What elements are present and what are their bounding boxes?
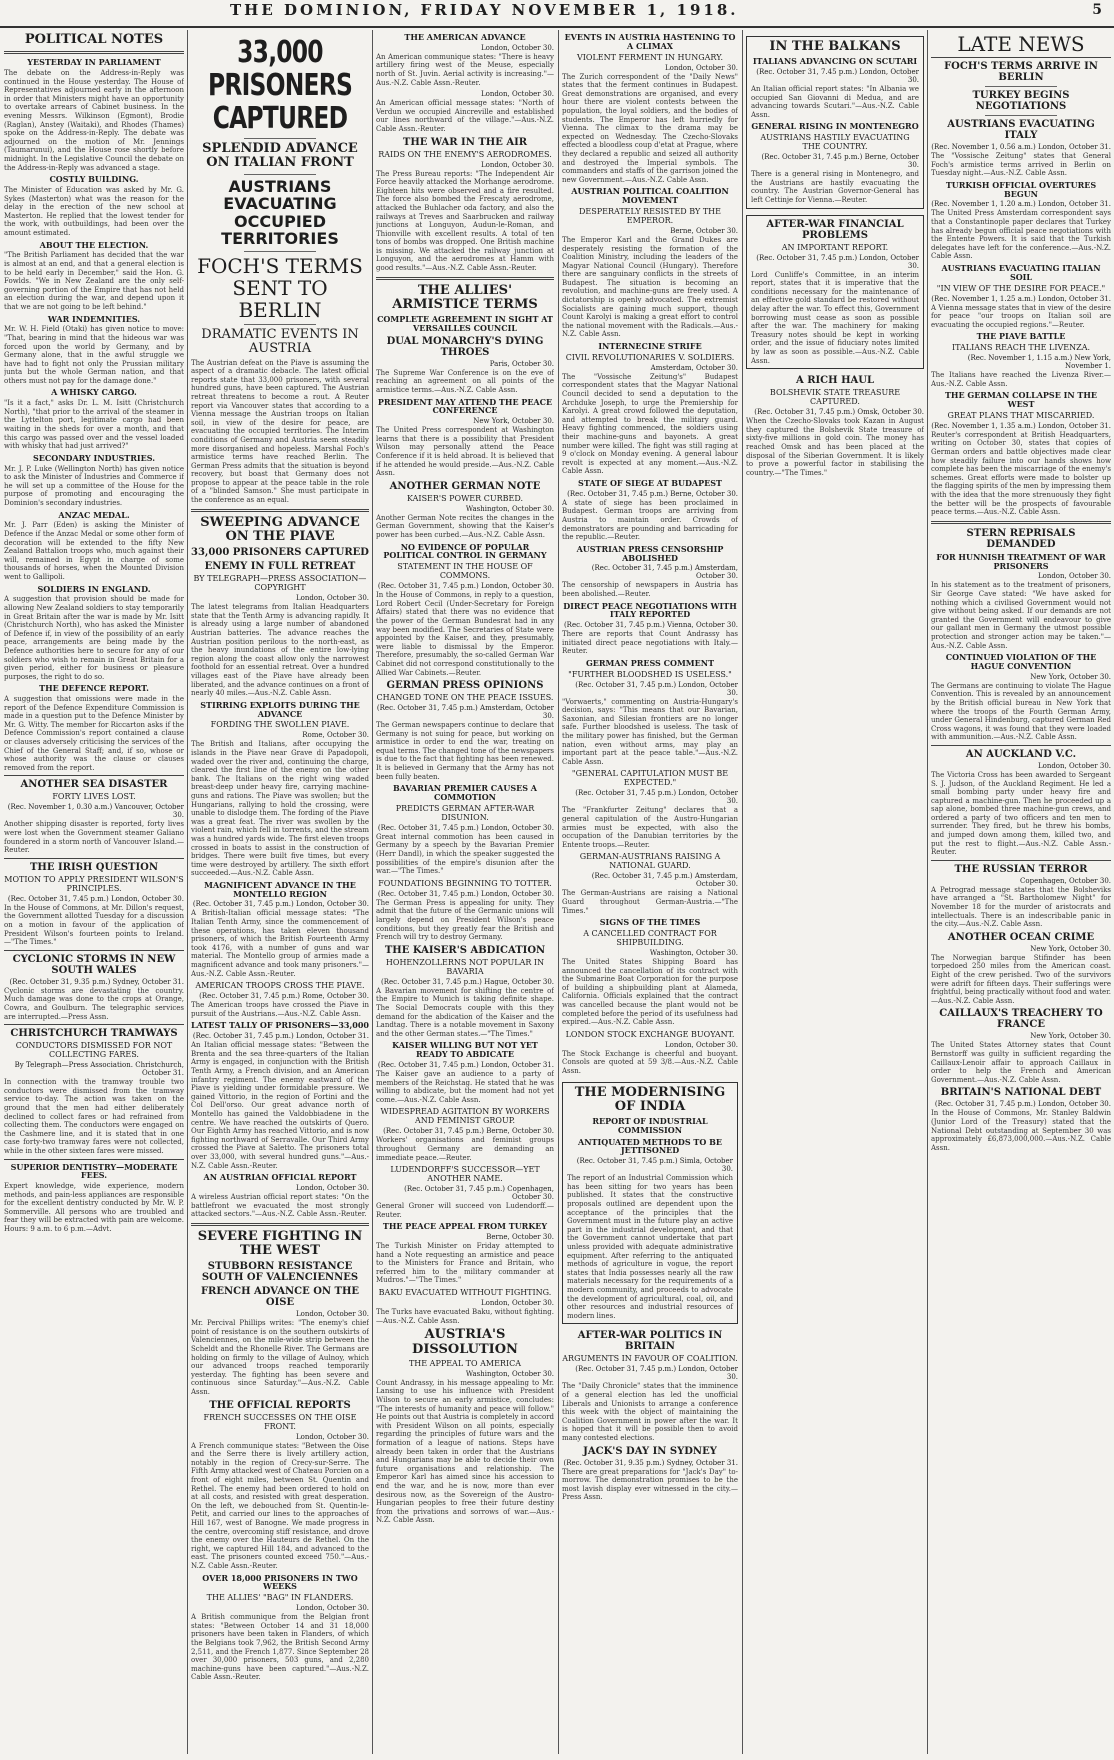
dateline: (Rec. October 31, 9.35 p.m.) Sydney, October 31.	[563, 1458, 738, 1467]
subheading: RAIDS ON THE ENEMY'S AERODROMES.	[378, 149, 552, 159]
subheading: AUSTRIANS HASTILY EVACUATING THE COUNTRY.	[760, 133, 910, 152]
subheading: FORTY LIVES LOST.	[52, 792, 136, 802]
article-headline: AUSTRIA'S DISSOLUTION	[412, 1327, 518, 1357]
divider	[4, 858, 184, 859]
subheading: LONDON STOCK EXCHANGE BUOYANT.	[565, 1029, 735, 1039]
deck-headline: AUSTRIANS EVACUATING OCCUPIED TERRITORIES	[221, 176, 339, 249]
article-text: The "Frankfurter Zeitung" declares that a general capitulation of the Austro-Hungarian armies must be expected, with also the occupation of the Danubian territories by the Entente troops.—Reuter.	[562, 806, 738, 849]
article-headline: SWEEPING ADVANCE ON THE PIAVE	[200, 514, 360, 544]
finance-box	[746, 215, 924, 370]
subheading: DIRECT PEACE NEGOTIATIONS WITH ITALY REPORTED	[563, 600, 737, 620]
subheading: FOUNDATIONS BEGINNING TO TOTTER.	[378, 878, 552, 888]
subheading: INTERNECINE STRIFE	[598, 341, 702, 352]
article-headline: THE MODERNISING OF INDIA	[574, 1084, 726, 1114]
subheading: LATEST TALLY OF PRISONERS—33,000	[191, 1020, 369, 1031]
article-headline: IN THE BALKANS	[769, 39, 901, 54]
divider	[244, 324, 315, 325]
dateline: New York, October 30.	[473, 417, 554, 426]
divider	[985, 86, 1057, 87]
dateline: (Rec. October 31, 7.45 p.m.) Omsk, October 30.	[754, 408, 924, 417]
subheading: GERMAN-AUSTRIANS RAISING A NATIONAL GUARD.	[579, 852, 721, 871]
dateline: (Rec. October 31, 7.45 p.m.) London, October 31.	[192, 1032, 369, 1041]
divider	[4, 1024, 184, 1025]
dateline: (Rec. October 31, 7.45 p.m.) Amsterdam, October 30.	[591, 872, 738, 889]
subheading: ENEMY IN FULL RETREAT	[204, 561, 356, 573]
dateline: (Rec. October 31, 7.45 p.m.) London, October 30.	[756, 68, 919, 85]
article-text: There are reports that Count Andrassy has initiated direct peace negotiations with Italy.—Reuter.	[562, 630, 738, 656]
column-late-news	[931, 30, 1111, 1754]
dateline: New York, October 30.	[1030, 672, 1111, 681]
article-text: The debate on the Address-in-Reply was continued in the House yesterday. The House of Representatives adjourned early in the afternoon in order that Ministers might have an opportunity to overtake arrears of Cabinet business. In the evening Messrs. Wilkinson (Egmont), Brodie (Raglan), Anstey (Waitaki), and Rhodes (Thames) spoke on the Address-in-Reply. The debate was adjourned on the motion of Mr. Jennings (Taumarunui), and the House rose shortly before midnight. In the Legislative Council the debate on the Address-in-Reply was advanced a stage.	[4, 69, 184, 172]
article-headline: BRITAIN'S NATIONAL DEBT	[940, 1087, 1102, 1099]
divider	[191, 1223, 369, 1226]
article-headline: ANOTHER GERMAN NOTE	[389, 480, 541, 492]
article-text: Great internal commotion has been caused in Germany by a speech by the Bavarian Premier (Herr Dandl), in which the speaker suggested the possibilities of the empire's disunion after the war.—"The Times."	[376, 832, 554, 876]
divider	[4, 950, 184, 951]
subheading: AN IMPORTANT REPORT.	[781, 242, 889, 252]
dateline: (Rec. October 31, 7.45 p.m.) Vienna, October 30.	[563, 621, 738, 630]
subheading: THE OFFICIAL REPORTS	[209, 1399, 351, 1411]
divider	[244, 138, 315, 139]
article-text: When the Czecho-Slovaks took Kazan in August they captured the Bolshevik State treasure of sixty-five millions in gold coin. The money has reached Omsk and has been placed at the disposal of the Siberian Government. It is likely to prove a powerful factor in stabilising the country.—"The Times."	[746, 417, 924, 477]
subheading: AUSTRIAN PRESS CENSORSHIP ABOLISHED	[576, 543, 724, 563]
article-headline: GERMAN PRESS OPINIONS	[386, 680, 544, 692]
subheading: COSTLY BUILDING.	[49, 174, 139, 185]
article-text: A French communique states: "Between the Oise and the Serre there is lively artillery action, notably in the region of Crecy-sur-Serre. The Fifth Army attacked west of Chateau Porcien on a front of eight miles, between St. Quentin and Rethel. The enemy had been ordered to hold on at all costs, and resisted with great desperation. On the left, we debouched from St. Quentin-le-Petit, and carried our lines to the approaches of Hill 167, west of Banogne. We made progress in the centre, overcoming stiff resistance, and drove the enemy over the Hauteurs de Rethel. On the right, we captured Hill 184, and advanced to the east. The prisoners counted exceed 750."—Aus.-N.Z. Cable Assn.-Reuter.	[191, 1441, 369, 1570]
masthead-title: THE DOMINION, FRIDAY NOVEMBER 1, 1918.	[230, 1, 739, 19]
subheading: A CANCELLED CONTRACT FOR SHIPBUILDING.	[583, 928, 717, 947]
dateline: London, October 30.	[664, 63, 738, 72]
dateline: (Rec. October 31, 7.45 p.m.) Copenhagen, October 30.	[404, 1185, 554, 1202]
article-text: Cyclonic storms are devastating the country. Much damage was done to the crops at Orange, Cowra, and Goulburn. The telegraphic services are interrupted.—Press Assn.	[4, 986, 184, 1021]
article-headline: AUSTRIANS EVACUATING ITALY	[947, 119, 1095, 141]
article-text: General Groner will succeed von Ludendorff.—Reuter.	[376, 1202, 554, 1219]
deck-headline: DRAMATIC EVENTS IN AUSTRIA	[201, 326, 359, 357]
dateline: (Rec. November 1, 0.56 a.m.) London, October 31.	[931, 143, 1111, 151]
subheading: GERMAN PRESS COMMENT	[585, 657, 715, 668]
article-text: The Victoria Cross has been awarded to Sergeant S. J. Judson, of the Auckland Regiment. He led a small bombing party under heavy fire and captured a machine-gun. Then he proceeded up a sap alone, bombed three machine-gun crews, and ordered a party of two officers and ten men to surrender. They fired, but he threw his bombs, and jumped down among them, killed two, and put the rest to flight.—Aus.-N.Z. Cable Assn.-Reuter.	[931, 770, 1111, 857]
subheading: ITALIANS REACH THE LIVENZA.	[951, 343, 1091, 353]
article-text: Workers' organisations and feminist groups throughout Germany are demanding an immediate peace.—Reuter.	[376, 1136, 554, 1162]
dateline: (Rec. October 31, 7.45 p.m.) Rome, October 30.	[199, 992, 369, 1001]
subheading: SECONDARY INDUSTRIES.	[32, 452, 156, 463]
subheading: PRESIDENT MAY ATTEND THE PEACE CONFERENCE	[377, 396, 553, 416]
dateline: (Rec. October 31, 9.35 p.m.) Sydney, October 31.	[9, 977, 184, 986]
dateline: (Rec. October 31, 7.45 p.m.) London, October 30.	[575, 680, 738, 697]
subheading: ITALIANS ADVANCING ON SCUTARI	[752, 56, 918, 67]
subheading: COMPLETE AGREEMENT IN SIGHT AT VERSAILLES COUNCIL	[377, 314, 553, 334]
article-text: The "Vossische Zeitung's" Budapest correspondent states that the Magyar National Council decided to send a deputation to the Archduke Joseph, to urge the Premiership for Karolyi. A great crowd followed the deputation, and attempted to break the military guard. Heavy fighting commenced, the soldiers using their machine-guns and bayonets. A great number were killed. The fight was still raging at 9 o'clock on Monday evening. A general labour revolt is expected at any moment.—Aus.-N.Z. Cable Assn.	[562, 372, 738, 476]
subheading: BAKU EVACUATED WITHOUT FIGHTING.	[378, 1288, 552, 1298]
subheading: MOTION TO APPLY PRESIDENT WILSON'S PRINCIPLES.	[4, 874, 184, 893]
article-text: An American official message states: "North of Verdun we occupied Aincreville and established our lines northward of the village."—Aus.-N.Z. Cable Assn.-Reuter.	[376, 99, 554, 133]
article-text: The "Daily Chronicle" states that the imminence of a general election has led the unofficial Liberals and Unionists to arrange a conference this week with the object of maintaining the Coalition Government in power after the war. It is hoped that it will be possible then to avoid many contested elections.	[562, 1382, 738, 1442]
article-headline: EVENTS IN AUSTRIA HASTENING TO A CLIMAX	[564, 32, 736, 51]
article-headline: AFTER-WAR POLITICS IN BRITAIN	[577, 1330, 723, 1353]
subheading: THE APPEAL TO AMERICA	[408, 1358, 522, 1368]
dateline: (Rec. November 1, 0.30 a.m.) Vancouver, October 30.	[7, 803, 184, 820]
article-headline: JACK'S DAY IN SYDNEY	[583, 1445, 717, 1457]
article-text: In the House of Commons, at Mr. Dillon's request, the Government allotted Tuesday for a discussion on a motion in favour of the application of President Wilson's fourteen points to Ireland.—"The Times."	[4, 903, 184, 947]
subheading: WIDESPREAD AGITATION BY WORKERS AND FEMINIST GROUP.	[380, 1107, 550, 1126]
subheading: CIVIL REVOLUTIONARIES V. SOLDIERS.	[565, 352, 735, 362]
article-headline: CAILLAUX'S TREACHERY TO FRANCE	[939, 1008, 1103, 1031]
article-headline: STERN REPRISALS DEMANDED	[966, 527, 1076, 550]
dateline: London, October 30.	[1037, 572, 1111, 581]
subheading: KAISER WILLING BUT NOT YET READY TO ABDICATE	[392, 1040, 538, 1060]
subheading: ABOUT THE ELECTION.	[39, 239, 149, 250]
dateline: (Rec. October 31, 7.45 p.m.) Amsterdam, October 30.	[376, 704, 554, 721]
article-text: There are great preparations for "Jack's Day" to-morrow. The demonstration promises to be the most lavish display ever witnessed in the city.—Press Assn.	[562, 1467, 738, 1502]
divider	[4, 1159, 184, 1160]
main-headline: 33,000 PRISONERS CAPTURED	[207, 35, 353, 136]
dateline: London, October 30.	[1037, 761, 1111, 770]
article-headline: TURKEY BEGINS NEGOTIATIONS	[972, 90, 1070, 112]
article-text: A British-Italian official message states: "The Italian Tenth Army, since the commencement of these operations, has taken eleven thousand prisoners, of which the British Fourteenth Army took 4176, with a number of guns and war material. The Montello group of armies made a magnificent advance and took many prisoners."—Aus.-N.Z. Cable Assn.-Reuter.	[191, 909, 369, 978]
article-text: Another shipping disaster is reported, forty lives were lost when the Government steamer Galiano foundered in a storm north of Vancouver Island.—Reuter.	[4, 820, 184, 855]
subheading: CONDUCTORS DISMISSED FOR NOT COLLECTING FARES.	[15, 1041, 173, 1060]
article-headline: CHRISTCHURCH TRAMWAYS	[10, 1028, 178, 1040]
article-text: The Italians have reached the Livenza River.—Aus.-N.Z. Cable Assn.	[931, 371, 1111, 388]
subheading: "GENERAL CAPITULATION MUST BE EXPECTED."	[571, 769, 729, 788]
late-news-heading: LATE NEWS	[931, 33, 1111, 58]
dateline: New York, October 30.	[1030, 944, 1111, 953]
subheading: CONTINUED VIOLATION OF THE HAGUE CONVENTION	[945, 652, 1097, 671]
article-text: A British communique from the Belgian front states: "Between October 14 and 31 18,000 prisoners have been taken in Flanders, of which the Belgians took 7,962, the British Second Army 2,511, and the French 1,877. Since September 28 over 30,000 prisoners, 503 guns, and 2,280 machine-guns have been captured."—Aus.-N.Z. Cable Assn.-Reuter.	[191, 1613, 369, 1682]
dateline: London, October 30.	[480, 43, 554, 52]
balkans-box	[746, 36, 924, 209]
dateline: (Rec. October 31, 7.45 p.m.) London, October 30.	[7, 894, 184, 903]
column-war-news	[376, 30, 554, 1754]
subheading: STIRRING EXPLOITS DURING THE ADVANCE	[200, 699, 360, 719]
subheading: OVER 18,000 PRISONERS IN TWO WEEKS	[202, 1572, 358, 1592]
divider	[931, 745, 1111, 746]
article-text: The Emperor Karl and the Grand Dukes are desperately resisting the formation of the Coalition Ministry, including the leaders of the Magyar National Council (Hungary). Therefore there are sanguinary conflicts in the streets of Budapest. The situation is becoming an revolution, and machine-guns are freely used. A dictatorship is openly advocated. The extremist Socialists are gaining much support, though Count Karolyi is making a great effort to control the national movement with the Radicals.—Aus.-N.Z. Cable Assn.	[562, 235, 738, 339]
subheading: STUBBORN RESISTANCE SOUTH OF VALENCIENNES	[201, 1261, 359, 1284]
dateline: Copenhagen, October 30.	[1020, 876, 1111, 885]
subheading: THE PIAVE BATTLE	[976, 331, 1066, 342]
article-text: The Austrian defeat on the Piave is assuming the aspect of a dramatic debacle. The latest official reports state that 33,000 prisoners, with several hundred guns, have been captured. The Austrian retreat threatens to become a rout. A Reuter report via Vancouver states that according to a Vienna message the Austrian troops on Italian soil, in view of the desire for peace, are evacuating the occupied territories. The Interim conditions of Germany and Austria seem steadily more disorganised and hopeless. Marshal Foch's armistice terms have reached Berlin. The German Press admits that the situation is beyond recovery, but boast that Germany does not propose to appear at the peace table in the role of a "blinded Samson." She must participate in the conference as an equal.	[191, 358, 369, 505]
article-text: The German-Austrians are raising a National Guard throughout German-Austria.—"The Times."	[562, 889, 738, 915]
subheading: CHANGED TONE ON THE PEACE ISSUES.	[376, 693, 554, 703]
subheading: THE ALLIES' "BAG" IN FLANDERS.	[206, 1593, 354, 1603]
dateline: Berne, October 30.	[486, 1233, 554, 1242]
article-text: The United Press Amsterdam correspondent says that a Constantinople paper declares that Turkey has already begun official peace negotiations with the Entente Powers. It is said that the Turkish delegates have left for the conference.—Aus.-N.Z. Cable Assn.	[931, 209, 1111, 261]
subheading: "IN VIEW OF THE DESIRE FOR PEACE."	[936, 283, 1106, 293]
subheading: FRENCH ADVANCE ON THE OISE	[200, 1286, 360, 1309]
subheading: GREAT PLANS THAT MISCARRIED.	[947, 410, 1095, 420]
subheading: ANZAC MEDAL.	[58, 509, 130, 520]
column-lead-story	[191, 30, 369, 1754]
subheading: REPORT OF INDUSTRIAL COMMISSION	[592, 1116, 708, 1135]
article-text: An American communique states: "There is heavy artillery firing west of the Meuse, especially north of St. Juvin. Aerial activity is increasing."—Aus.-N.Z. Cable Assn.-Reuter.	[376, 52, 554, 87]
subheading: HOHENZOLLERNS NOT POPULAR IN BAVARIA	[385, 957, 545, 976]
subheading: GENERAL RISING IN MONTENEGRO	[751, 121, 919, 132]
article-text: A Bavarian movement for shifting the centre of the Empire to Munich is taking definite shape. The Social Democrats couple with this they demand for the abdication of the Kaiser and the Landtag. There is a notable movement in Saxony and the other German states.—"The Times."	[376, 986, 554, 1038]
subheading: ANTIQUATED METHODS TO BE JETTISONED	[578, 1136, 722, 1156]
credit-line: BY TELEGRAPH—PRESS ASSOCIATION—COPYRIGHT	[193, 574, 367, 593]
column-rule	[558, 30, 559, 1754]
dateline: Rome, October 30.	[302, 731, 369, 740]
dateline: By Telegraph—Press Association. Christchurch, October 31.	[14, 1061, 184, 1078]
dateline: (Rec. October 31, 7.45 p.m.) Hague, October 30.	[381, 977, 554, 986]
article-headline: AN AUCKLAND V.C.	[965, 748, 1077, 760]
article-text: In his statement as to the treatment of prisoners, Sir George Cave stated: "We have asked for nothing which a civilised Government would not give without being asked. If our demands are not granted the Government will endeavour to give our gallant men in Germany the utmost possible protection and stronger action may be taken."—Aus.-N.Z. Cable Assn.	[931, 581, 1111, 650]
column-rule	[742, 30, 743, 1754]
dateline: (Rec. October 31, 7.45 p.m.) Berne, October 30.	[383, 1127, 554, 1136]
column-austria-events	[562, 30, 738, 1754]
dateline: London, October 30.	[295, 1604, 369, 1613]
subheading: VIOLENT FERMENT IN HUNGARY.	[576, 52, 723, 62]
dateline: London, October 30.	[480, 160, 554, 169]
subheading: FRENCH SUCCESSES ON THE OISE FRONT.	[203, 1412, 357, 1431]
article-headline: FOCH'S TERMS ARRIVE IN BERLIN	[944, 61, 1098, 83]
dateline: London, October 30.	[295, 1432, 369, 1441]
article-text: Mr. J. Parr (Eden) is asking the Minister of Defence if the Anzac Medal or some other form of decoration will be extended to the fifty New Zealand Battalion troops who, much against their will, remained in Egypt in charge of some thousands of horses, when the Mounted Division went to Gallipoli.	[4, 521, 184, 581]
subheading: SOLDIERS IN ENGLAND.	[37, 583, 151, 594]
article-text: Count Andrassy, in his message appealing to Mr. Lansing to use his influence with President Wilson to secure an early armistice, concludes: "The interests of humanity and peace will follow." He points out that Austria is completely in accord with President Wilson on all points, especially regarding the principles of future wars and the formation of a league of nations. Steps have already been taken in order that the Austrians and Hungarians may be able to decide their own future organisations and relationship. The Emperor Karl has aimed since his accession to end the war, and he is now, more than ever desirous now, as the Sovereign of the Austro-Hungarian peoples to free their future destiny from the privations and sorrows of war.—Aus.-N.Z. Cable Assn.	[376, 1378, 554, 1525]
subheading: LUDENDORFF'S SUCCESSOR—YET ANOTHER NAME.	[390, 1165, 540, 1184]
dateline: (Rec. October 31, 7.45 p.m.) Berne, October 30.	[761, 153, 919, 170]
article-headline: AFTER-WAR FINANCIAL PROBLEMS	[766, 218, 904, 241]
dateline: (Rec. November 1, 1.35 a.m.) London, October 31.	[931, 421, 1111, 430]
column-political-notes	[4, 30, 184, 1754]
dateline: (Rec. October 31, 7.45 p.m.) Amsterdam, October 30.	[591, 564, 738, 581]
divider	[4, 775, 184, 776]
divider	[191, 509, 369, 512]
article-text: The "Vossische Zeitung" states that General Foch's armistice terms arrived in Berlin on Tuesday night.—Aus.-N.Z. Cable Assn.	[931, 152, 1111, 178]
article-text: In the House of Commons, in reply to a question, Lord Robert Cecil (Under-Secretary for Foreign Affairs) stated that there was no evidence that the power of the German Bundesrat had in any way been modified. The Secretaries of State were appointed by the Kaiser, and they, presumably, were liable to dismissal by the Emperor. Therefore, presumably, the so-called German War Cabinet did not correspond constitutionally to the Allied War Cabinets.—Reuter.	[376, 591, 554, 677]
article-text: A wireless Austrian official report states: "On the battlefront we evacuated the most strongly attacked sectors."—Aus.-N.Z. Cable Assn.-Reuter.	[191, 1192, 369, 1219]
india-article-box	[562, 1082, 738, 1325]
advert-text: Expert knowledge, wide experience, modern methods, and pain-less appliances are responsible for the excellent dentistry conducted by Mr. W. P. Sommerville. All persons who are troubled and fear they will be extracted with pain are welcome. Hours: 9 a.m. to 6 p.m.—Advt.	[4, 1182, 184, 1234]
article-text: An Italian official message states: "Between the Brenta and the sea three-quarters of the Italian Army is engaged, in conjunction with the British Tenth Army, a French division, and an American infantry regiment. The enemy eastward of the Piave is yielding under formidable pressure. We gained Vittorio, in the region of Fortini and the Col Dell'orso. Our great advance north of Montello has gained the Valdobbiadene in the centre. We have reached the outskirts of Quero. Our Eighth Army has reached Vittorio, and is now fighting northward of Serravalle. Our Third Army crossed the Piave at Saletto. The prisoners total over 33,000, with several hundred guns."—Aus.-N.Z. Cable Assn.-Reuter.	[191, 1041, 369, 1170]
article-text: The Turkish Minister on Friday attempted to hand a Note requesting an armistice and peace to the Ministers for France and Britain, who referred him to the military commander at Mudros."—"The Times."	[376, 1242, 554, 1285]
article-text: Another German Note recites the changes in the German Government, showing that the Kaiser's power has been curbed.—Aus.-N.Z. Cable Assn.	[376, 513, 554, 539]
divider	[244, 174, 315, 175]
article-text: A Petrograd message states that the Bolsheviks have arranged a "St. Bartholomew Night" for November 18 for the murder of aristocrats and intellectuals. There is an indescribable panic in the city.—Aus.-N.Z. Cable Assn.	[931, 885, 1111, 929]
article-text: The Kaiser gave an audience to a party of members of the Reichstag. He stated that he was willing to abdicate, but the moment had not yet come.—Aus.-N.Z. Cable Assn.	[376, 1069, 554, 1104]
divider	[4, 51, 184, 54]
article-headline: THE KAISER'S ABDICATION	[384, 944, 546, 956]
article-text: "Vorwaerts," commenting on Austria-Hungary's decision, says: "This means that our Bavarian, Saxonian, and Silesian frontiers are no longer safe. Further bloodshed is useless. The task of the military power has finished, but the German nation, even without arms, may play an important part at the peace table."—Aus.-N.Z. Cable Assn.	[562, 697, 738, 766]
subheading: DUAL MONARCHY'S DYING THROES	[386, 335, 544, 358]
article-text: Mr. Percival Phillips writes: "The enemy's chief point of resistance is on the southern outskirts of Valenciennes, on the mile-wide strip between the Scheldt and the Rhonelle River. The Germans are holding on firmly to the village of Aulnoy, which our advanced troops reached temporarily yesterday. The fighting has been severe and continuous since Saturday."—Aus.-N.Z. Cable Assn.	[191, 1319, 369, 1397]
divider	[931, 860, 1111, 861]
dateline: (Rec. October 31, 7.45 p.m.) London, October 30.	[377, 889, 554, 898]
subheading: YESTERDAY IN PARLIAMENT	[27, 57, 161, 68]
article-text: The Zurich correspondent of the "Daily News" states that the ferment continues in Budapest. Great demonstrations are organised, and every hour there are violent contests between the population, the loyal soldiers, and the bodies of students. The Emperor has left hurriedly for Vienna. The climax to the drama may be expected on Wednesday. The Czecho-Slovaks effected a bloodless coup d'etat at Prague, where they declared a republic and seized all authority and destroyed the Imperial symbols. The commanders and staffs of the garrison joined the new Government.—Aus.-N.Z. Cable Assn.	[562, 72, 738, 184]
dateline: London, October 30.	[480, 1299, 554, 1308]
article-text: The Norwegian barque Stifinder has been torpedoed 250 miles from the American coast. Eight of the crew perished. Two of the survivors were adrift for fifteen days. Their sufferings were frightful, being practically without food and water.—Aus.-N.Z. Cable Assn.	[931, 953, 1111, 1005]
dateline: (Rec. October 31, 7.45 p.m.) London, October 31.	[377, 1060, 554, 1069]
article-text: A state of siege has been proclaimed in Budapest. German troops are arriving from Austria to maintain order. Crowds of demonstrators are pounding and barricading for the republic.—Reuter.	[562, 498, 738, 542]
subheading: AUSTRIAN POLITICAL COALITION MOVEMENT	[571, 186, 729, 206]
article-text: In connection with the tramway trouble two conductors were dismissed from the tramway service to-day. The action was taken on the ground that the men had either deliberately declined to collect fares or had refrained from collecting them. The conductors were engaged on the Cashmere line, and it is stated that in one case forty-two tramway fares were not collected, while in the other sixteen fares were missed.	[4, 1078, 184, 1155]
subheading: STATE OF SIEGE AT BUDAPEST	[578, 477, 722, 488]
masthead	[0, 0, 1114, 28]
dateline: Berne, October 30.	[670, 226, 738, 235]
subheading: KAISER'S POWER CURBED.	[406, 493, 523, 503]
article-text: The British and Italians, after occupying the islands in the Piave near Grave di Papadopoli, waded over the river and, continuing the charge, cleared the first line of the enemy on the other bank. The Italians on the right wing waded breast-deep under heavy fire, carrying machine-guns and rations. The Piave was swollen; but the Hungarians, rallying to hold the crossing, were unable to dislodge them. The fording of the Piave was a great feat. The river was swollen by the violent rain, which fell in torrents, and the stream was a hundred yards wide. The first eleven troops crossed in boats to assist in the construction of bridges. There were built five times, but every time were destroyed by artillery. The sixth effort succeeded.—Aus.-N.Z. Cable Assn.	[191, 740, 369, 878]
subheading: THE DEFENCE REPORT.	[39, 683, 149, 694]
article-text: The Germans are continuing to violate The Hague Convention. This is revealed by an announcement by the British official bureau in New York that where the troops of the Fourth German Army, under General Hindenburg, captured German Red Cross wagons, it was found that they were loaded with ammunition.—Aus.-N.Z. Cable Assn.	[931, 681, 1111, 742]
column-rule	[927, 30, 928, 1754]
subheading: ARGUMENTS IN FAVOUR OF COALITION.	[562, 1354, 738, 1364]
article-text: The American troops have crossed the Piave in pursuit of the Austrians.—Aus.-N.Z. Cable Assn.	[191, 1001, 369, 1018]
article-text: Mr. W. H. Field (Otaki) has given notice to move: "That, bearing in mind that the hideous war was forced upon the world by Germany, and by Germany alone, that in the awful struggle we have had to fight not only the Prussian military junta but the whole German nation, and that others must not pay for the damage done."	[4, 325, 184, 385]
article-text: "Is it a fact," asks Dr. L. M. Isitt (Christchurch North), "that prior to the arrival of the steamer in the Lyttelton port, legitimate cargo had been waiting in the sheds for over a month, and that this cargo was passed over and the vessel loaded with whisky that had just arrived?"	[4, 399, 184, 451]
dateline: (Rec. November 1, 1.20 a.m.) London, October 31.	[931, 200, 1111, 209]
dateline: Washington, October 30.	[465, 1369, 554, 1378]
subheading: A WHISKY CARGO.	[51, 387, 137, 398]
article-text: A suggestion that provision should be made for allowing New Zealand soldiers to stay temporarily in Great Britain after the war is made by Mr. Isitt (Christchurch North), who has asked the Minister of Defence if, in view of the possibility of an early peace, arrangements are being made by the Defence authorities here to secure for any of our soldiers who wish to remain in Great Britain for a given period, either for business or pleasure purposes, the right to do so.	[4, 595, 184, 681]
article-text: The German newspapers continue to declare that Germany is not suing for peace, but working on armistice in order to end the war, treating on equal terms. The changed tone of the newspapers is due to the fact that fighting has been renewed. It is believed in Germany that the Army has not been fully beaten.	[376, 721, 554, 781]
subheading: NO EVIDENCE OF POPULAR POLITICAL CONTROL IN GERMANY	[383, 541, 547, 561]
article-text: "The British Parliament has decided that the war is almost at an end, and that a general election is to be held early in December," said the Hon. G. Fowlds. "We in New Zealand are the only self-governing portion of the Empire that has not held an election during the war, and depend upon it that we are not going to be left behind."	[4, 251, 184, 311]
dateline: Washington, October 30.	[465, 504, 554, 513]
subheading: SIGNS OF THE TIMES	[599, 917, 701, 928]
dateline: (Rec. October 31, 7.45 p.m.) London, October 30.	[756, 253, 919, 270]
dateline: London, October 30.	[664, 1040, 738, 1049]
subheading: FORDING THE SWOLLEN PIAVE.	[210, 720, 350, 730]
article-headline: ANOTHER OCEAN CRIME	[947, 931, 1095, 943]
article-text: The United Press correspondent at Washington learns that there is a possibility that President Wilson may personally attend the Peace Conference if it is held abroad. It is believed that if he attended he would preside.—Aus.-N.Z. Cable Assn.	[376, 426, 554, 478]
subheading: BAVARIAN PREMIER CAUSES A COMMOTION	[393, 783, 537, 803]
dateline: London, October 30.	[295, 594, 369, 603]
article-text: The censorship of newspapers in Austria has been abolished.—Reuter.	[562, 581, 738, 598]
dateline: London, October 30.	[295, 1183, 369, 1192]
article-text: There is a general rising in Montenegro, and the Austrians are hastily evacuating the country. The Austrian Governor-General has left Cettinje for Vienna.—Reuter.	[751, 170, 919, 205]
subheading: THE GERMAN COLLAPSE IN THE WEST	[944, 390, 1098, 410]
article-text: In the House of Commons, Mr. Stanley Baldwin (Junior Lord of the Treasury) stated that the National Debt outstanding at September 30 was approximately £6,873,000,000.—Aus.-N.Z. Cable Assn.	[931, 1109, 1111, 1152]
subheading: 33,000 PRISONERS CAPTURED	[191, 547, 369, 559]
column-balkans-finance	[746, 30, 924, 1754]
article-headline: SEVERE FIGHTING IN THE WEST	[197, 1228, 363, 1258]
dateline: New York, October 30.	[1030, 1032, 1111, 1041]
dateline: (Rec. November 1, 1.25 a.m.) London, October 31.	[931, 294, 1111, 303]
subheading: "FURTHER BLOODSHED IS USELESS."	[568, 669, 732, 679]
deck-headline: FOCH'S TERMS SENT TO BERLIN	[197, 253, 363, 322]
subheading: STATEMENT IN THE HOUSE OF COMMONS.	[397, 562, 533, 581]
subheading: FOR HUNNISH TREATMENT OF WAR PRISONERS	[936, 551, 1106, 571]
dateline: (Rec. October 31, 7.45 p.m.) London, October 30.	[377, 582, 554, 591]
article-headline: THE AMERICAN ADVANCE	[404, 32, 526, 42]
dateline: (Rec. October 31, 7.45 p.m.) London, October 30.	[934, 1100, 1111, 1109]
dateline: (Rec. October 31, 7.45 p.m.) Berne, October 30.	[567, 489, 738, 498]
section-heading: POLITICAL NOTES	[24, 32, 164, 47]
article-text: The Supreme War Conference is on the eve of reaching an agreement on all points of the armistice terms.—Aus.-N.Z. Cable Assn.	[376, 368, 554, 395]
article-headline: CYCLONIC STORMS IN NEW SOUTH WALES	[12, 953, 176, 976]
divider	[376, 277, 554, 280]
subheading: WAR INDEMNITIES.	[47, 313, 141, 324]
page-number: 5	[1092, 2, 1102, 18]
article-text: The Minister of Education was asked by Mr. G. Sykes (Masterton) what was the reason for the delay in the erection of the new school at Masterton. He replied that the lowest tender for the work, with outbuildings, had been over the amount estimated.	[4, 186, 184, 237]
article-text: The latest telegrams from Italian Headquarters state that the Tenth Army is advancing rapidly. It is already using a large number of abandoned Austrian batteries. The advance reaches the Austrian position perilous to the north-east, as the heavy inundations of the entire low-lying region along the coast allow only the narrowest foothold for an essential retreat. Over a hundred villages east of the Piave have already been liberated, and the advance continues on a front of nearly 40 miles.—Aus.-N.Z. Cable Assn.	[191, 603, 369, 698]
article-headline: THE ALLIES' ARMISTICE TERMS	[392, 282, 538, 312]
article-text: The German Press is appealing for unity. They admit that the future of the Germanic unions will largely depend on President Wilson's peace conditions, but they greatly fear the British and French will try to destroy Germany.	[376, 898, 554, 942]
article-headline: A RICH HAUL	[795, 375, 875, 387]
subheading: AMERICAN TROOPS CROSS THE PIAVE.	[195, 981, 365, 991]
dateline: London, October 30.	[295, 1310, 369, 1319]
dateline: (Rec. October 31, 7.45 p.m.) London, October 30.	[192, 900, 369, 909]
divider	[244, 251, 315, 252]
dateline: (Rec. October 31, 7.45 p.m.) London, October 30.	[575, 789, 738, 806]
article-text: The Press Bureau reports: "The Independent Air Force heavily attacked the Morhange aerodrome. Eighteen hits were observed and a fire resulted. The force also bombed the Frescaty aerodrome, attacked the Buhlacher oda factory, and also the railways at Treves and Saarbrucken and railway junctions at Longuyon, Audun-le-Roman, and Thionville with excellent results. A total of ten tons of bombs was dropped. One British machine is missing. We attacked the railway junction at Longuyon, and the aerodromes at Hamm with good results."—Aus.-N.Z. Cable Assn.-Reuter.	[376, 169, 554, 273]
dateline: (Rec. October 31, 7.45 p.m.) London, October 30.	[575, 1365, 738, 1382]
article-text: Mr. J. P. Luke (Wellington North) has given notice to ask the Minister of Industries and Commerce if he will set up a committee of the House for the purpose of promoting and encouraging the Dominion's secondary industries.	[4, 464, 184, 508]
article-text: An Italian official report states: "In Albania we occupied San Giovanni di Medua, and are advancing towards Scutari."—Aus.-N.Z. Cable Assn.	[751, 85, 919, 119]
article-text: The Stock Exchange is cheerful and buoyant. Consols are quoted at 59 3/8.—Aus.-N.Z. Cable Assn.	[562, 1049, 738, 1075]
dateline: Amsterdam, October 30.	[650, 363, 738, 372]
dateline: (Rec. October 31, 7.45 p.m.) Simla, October 30.	[576, 1157, 733, 1174]
article-headline: THE RUSSIAN TERROR	[954, 863, 1088, 875]
divider	[931, 521, 1111, 524]
deck-headline: SPLENDID ADVANCE ON ITALIAN FRONT	[202, 141, 358, 171]
dateline: (Rec. November 1, 1.15 a.m.) New York, November 1.	[967, 354, 1111, 371]
subheading: MAGNIFICENT ADVANCE IN THE MONTELLO REGION	[204, 879, 356, 899]
column-rule	[187, 30, 188, 1754]
divider	[985, 115, 1057, 116]
article-text: The United States Attorney states that Count Bernstorff was guilty in sufficient regarding the Caillaux-Lenoir affair to approach Caillaux in order to help the French and American Government.—Aus.-N.Z. Cable Assn.	[931, 1041, 1111, 1084]
article-text: A Vienna message states that in view of the desire for peace "our troops on Italian soil are evacuating the occupied regions."—Reuter.	[931, 303, 1111, 329]
article-headline: THE WAR IN THE AIR	[402, 136, 528, 148]
subheading: PREDICTS GERMAN AFTER-WAR DISUNION.	[395, 803, 535, 822]
dateline: Washington, October 30.	[649, 948, 738, 957]
article-text: The report of an Industrial Commission which has been sitting for two years has been published. It states that the constructive proposals outlined are dependent upon the acceptance of the principles that the Government must in the future play an active part in the industrial development, and that the Government cannot undertake that part unless provided with adequate administrative equipment. After referring to the antiquated methods of agriculture in vogue, the report states that India possesses nearly all the raw materials necessary for the requirements of a modern community, and proceeds to advocate the development of agricultural, coal, oil, and other resources and industrial resources of modern lines.	[567, 1174, 733, 1320]
article-headline: THE IRISH QUESTION	[29, 861, 159, 873]
subheading: TURKISH OFFICIAL OVERTURES BEGUN	[945, 179, 1097, 199]
article-headline: ANOTHER SEA DISASTER	[20, 779, 168, 791]
subheading: DESPERATELY RESISTED BY THE EMPEROR.	[579, 206, 721, 225]
article-text: Lord Cunliffe's Committee, in an interim report, states that it is imperative that the conditions necessary for the maintenance of an effective gold standard be restored without delay after the war. To effect this, Government borrowing must cease as soon as possible after the war. The machinery for making Treasury notes should be kept in working order, and the issue of fiduciary notes limited by law as soon as possible.—Aus.-N.Z. Cable Assn.	[751, 270, 919, 365]
subheading: THE PEACE APPEAL FROM TURKEY	[382, 1221, 548, 1232]
dateline: Paris, October 30.	[489, 359, 554, 368]
subheading: AN AUSTRIAN OFFICIAL REPORT	[203, 1172, 357, 1183]
article-text: The United States Shipping Board has announced the cancellation of its contract with the Submarine Boat Corporation for the purpose of building a shipbuilding plant at Alameda, California. Officials explained that the contract was cancelled because the plant would not be completed before the period of its usefulness had expired.—Aus.-N.Z. Cable Assn.	[562, 957, 738, 1027]
article-text: A suggestion that omissions were made in the report of the Defence Expenditure Commission is made in a question put to the Defence Minister by Mr. G. Witty. The member for Riccarton asks if the Defence Commission's report contained a clause or clauses adversely criticising the services of the Chief of the General Staff; and, if so, whose or whose authority was the clause or clauses removed from the report.	[4, 695, 184, 772]
subheading: AUSTRIANS EVACUATING ITALIAN SOIL	[941, 262, 1101, 282]
advert-heading: SUPERIOR DENTISTRY—MODERATE FEES.	[10, 1161, 178, 1181]
dateline: (Rec. October 31, 7.45 p.m.) London, October 30.	[377, 823, 554, 832]
dateline: London, October 30.	[480, 90, 554, 99]
subheading: BOLSHEVIK STATE TREASURE CAPTURED.	[769, 388, 901, 407]
article-text: The Turks have evacuated Baku, without fighting.—Aus.-N.Z. Cable Assn.	[376, 1308, 554, 1325]
column-rule	[372, 30, 373, 1754]
article-text: Reuter's correspondent at British Headquarters, writing on October 30, states that copies of German orders and battle objectives made clear how steadily failure into our hands shows how complete has been the miscarriage of the enemy's schemes. Great efforts were made to bolster up the flagging spirits of the men by impressing them with the idea that the more strenuously they fight the better will be the prospects of favourable peace terms.—Aus.-N.Z. Cable Assn.	[931, 430, 1111, 517]
